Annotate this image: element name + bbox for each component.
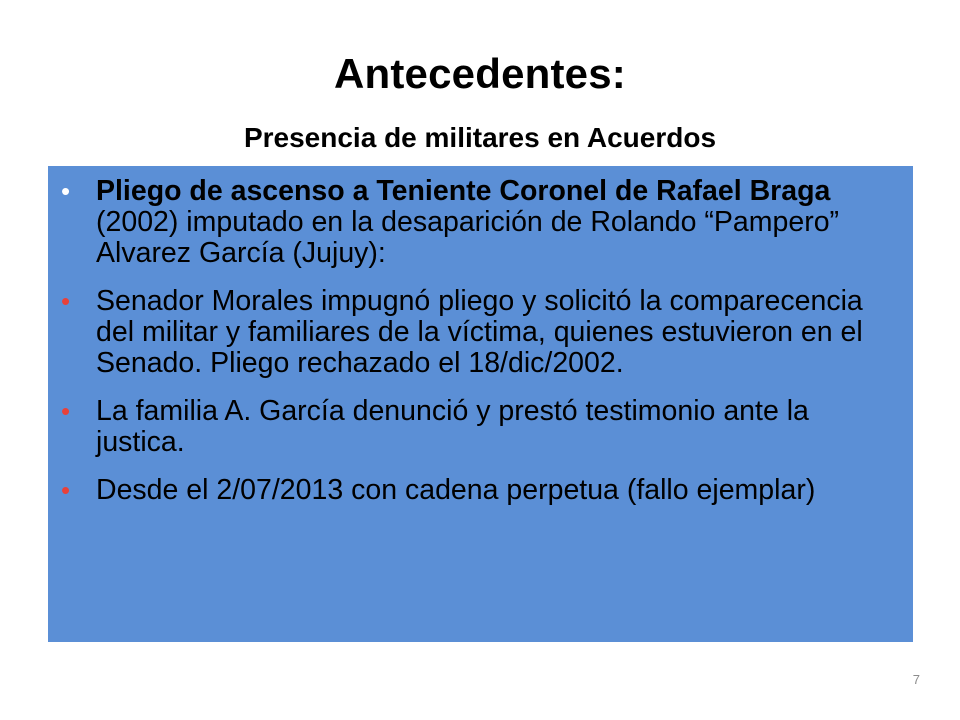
bullet-item xyxy=(61,285,895,379)
bullet-dot-icon: • xyxy=(61,475,71,505)
bullet-text: Desde el 2/07/2013 con cadena perpetua (fallo ejemplar) xyxy=(96,474,816,506)
bullet-bold-text: Pliego de ascenso a Teniente Coronel de Rafael Braga xyxy=(96,175,831,207)
bullet-item xyxy=(61,175,895,269)
page-number: 7 xyxy=(912,672,920,687)
bullet-text: La familia A. García denunció y prestó testimonio ante la justica. xyxy=(96,395,809,458)
bullet-item xyxy=(61,395,895,458)
bullet-list xyxy=(61,175,895,506)
bullet-dot-icon: • xyxy=(61,396,71,426)
bullet-item xyxy=(61,474,895,506)
bullet-dot-icon: • xyxy=(61,286,71,316)
bullet-dot-icon: • xyxy=(61,176,71,206)
bullet-text: Senador Morales impugnó pliego y solicitó la comparecencia del militar y familiares de la víctima, quienes estuvieron en el Senado. Pliego rechazado el 18/dic/2002. xyxy=(96,285,863,379)
bullet-text: (2002) imputado en la desaparición de Rolando “Pampero” Alvarez García (Jujuy): xyxy=(96,206,840,269)
slide-subtitle: Presencia de militares en Acuerdos xyxy=(243,122,717,153)
content-box xyxy=(48,166,913,642)
slide-title: Antecedentes: xyxy=(333,50,626,97)
